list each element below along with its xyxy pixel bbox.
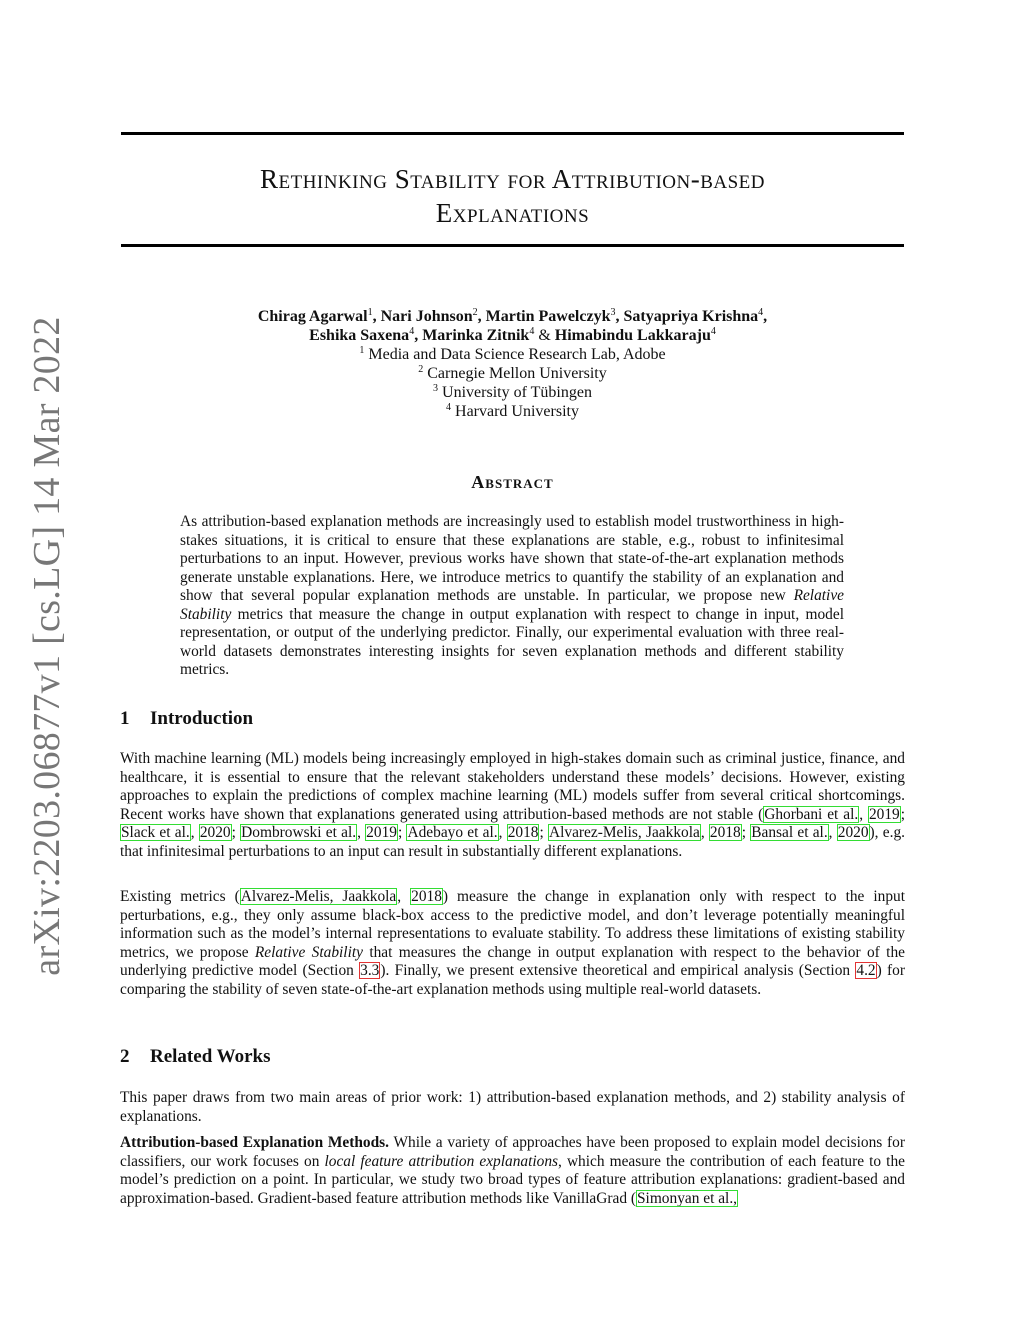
citation-year-link[interactable]: 2019 xyxy=(366,824,397,841)
author-affiliation-mark: 4 xyxy=(409,326,415,337)
citation-year-link[interactable]: 2020 xyxy=(837,824,869,841)
author-separator: , xyxy=(763,308,768,325)
citation-year-link[interactable]: 2020 xyxy=(199,824,231,841)
author-affiliation-mark: 3 xyxy=(610,307,616,318)
citation-link[interactable]: Alvarez-Melis, Jaakkola xyxy=(240,888,397,905)
affiliation-line xyxy=(121,364,904,383)
author-affiliation-mark: 4 xyxy=(710,326,716,337)
author-affiliation-mark: 2 xyxy=(472,307,478,318)
affiliation-mark: 4 xyxy=(446,402,452,413)
affiliation-line xyxy=(121,402,904,421)
author-name: , Nari Johnson xyxy=(372,308,473,325)
author-name: Chirag Agarwal xyxy=(257,308,368,325)
section-number: 2 xyxy=(120,1046,130,1067)
paragraph-text: that measures the change in output explanation with respect to the behavior of the underlying predictive model (Section xyxy=(120,943,905,979)
paragraph-text: With machine learning (ML) models being increasingly employed in high-stakes domain such as criminal justice, finance, and healthcare, it is essential to ensure that the relevant stakeholders understand these models’ decisions. However, existing approaches to explain the predictions of complex machine learning (ML) models suffer from several critical shortcomings. Recent works have shown that explanations generated using attribution-based methods are not stable ( xyxy=(120,750,905,823)
abstract-body xyxy=(180,513,844,680)
paragraph-text: While a variety of approaches have been proposed to explain model decisions for classifiers, our work focuses on xyxy=(120,1134,905,1170)
citation-link[interactable]: Dombrowski et al. xyxy=(241,824,357,841)
author-list-line-2 xyxy=(121,326,904,345)
affiliation-name: Carnegie Mellon University xyxy=(423,365,607,382)
citation-link[interactable]: Alvarez-Melis, Jaakkola xyxy=(549,824,700,841)
paper-title-line-2: Explanations xyxy=(435,198,590,228)
author-name: Eshika Saxena xyxy=(309,327,410,344)
related-works-paragraph-1 xyxy=(120,1089,905,1126)
section-reference-link[interactable]: 3.3 xyxy=(360,962,380,979)
author-affiliation-mark: 1 xyxy=(367,307,373,318)
citation-link[interactable]: Adebayo et al. xyxy=(407,824,498,841)
author-ampersand: & xyxy=(534,327,555,344)
author-affiliation-mark: 4 xyxy=(529,326,535,337)
citation-year-link[interactable]: 2018 xyxy=(507,824,539,841)
arxiv-identifier-stamp: arXiv:2203.06877v1 [cs.LG] 14 Mar 2022 xyxy=(26,316,68,976)
citation-link[interactable]: Bansal et al. xyxy=(751,824,828,841)
affiliation-mark: 2 xyxy=(418,364,424,375)
paragraph-text: Existing metrics ( xyxy=(120,888,240,905)
section-reference-link[interactable]: 4.2 xyxy=(856,962,876,979)
paragraph-text: ), e.g. that infinitesimal perturbations to an input can result in substantially different explanations. xyxy=(120,824,905,860)
paragraph-text: This paper draws from two main areas of prior work: 1) attribution-based explanation methods, and 2) stability analysis of explanations. xyxy=(120,1089,905,1125)
abstract-text: As attribution-based explanation methods are increasingly used to establish model trustworthiness in high-stakes situations, it is critical to ensure that these explanations are stable, e.g., robust to infinitesimal perturbations to an input. However, previous works have shown that state-of-the-art explanation methods generate unstable explanations. Here, we introduce metrics to quantify the stability of an explanation and show that several popular explanation methods are unstable. In particular, we propose new xyxy=(180,513,844,604)
citation-year-link[interactable]: 2018 xyxy=(411,888,442,905)
title-bottom-rule xyxy=(121,244,904,247)
citation-link[interactable]: Ghorbani et al. xyxy=(764,805,859,823)
affiliation-name: University of Tübingen xyxy=(438,384,592,401)
author-name: , Marinka Zitnik xyxy=(414,327,530,344)
related-works-paragraph-2 xyxy=(120,1134,905,1208)
author-list-line-1 xyxy=(121,307,904,326)
paragraph-text: , which measure the contribution of each feature to the model’s prediction on a point. In particular, we study two broad types of feature attribution explanations: gradient-based and approximation-based. Gradient-based feature attribution methods like VanillaGrad ( xyxy=(120,1152,905,1207)
section-title: Introduction xyxy=(150,708,254,729)
paragraph-run-in-heading: Attribution-based Explanation Methods. xyxy=(120,1134,390,1151)
paragraph-emphasis: Relative Stability xyxy=(254,943,363,961)
section-heading-introduction xyxy=(120,708,253,730)
affiliation-line xyxy=(121,345,904,364)
citation-year-link[interactable]: 2019 xyxy=(868,805,900,823)
citation-link[interactable]: Slack et al. xyxy=(121,824,190,841)
affiliation-name: Harvard University xyxy=(451,403,579,420)
author-name: Himabindu Lakkaraju xyxy=(554,327,711,344)
abstract-heading: Abstract xyxy=(471,472,554,492)
paragraph-text: ). Finally, we present extensive theoretical and empirical analysis (Section xyxy=(380,962,856,979)
author-name: , Martin Pawelczyk xyxy=(477,308,611,325)
author-name: , Satyapriya Krishna xyxy=(615,308,759,325)
paragraph-text: ) measure the change in explanation only with respect to the input perturbations, e.g., they only assume black-box access to the predictive model, and don’t leverage potentially meaningful information such as the model’s internal representations to evaluate stability. To address these limitations of existing stability metrics, we propose xyxy=(120,888,905,961)
section-number: 1 xyxy=(120,708,130,729)
citation-year-link[interactable]: 2018 xyxy=(709,824,741,841)
affiliation-name: Media and Data Science Research Lab, Adobe xyxy=(364,346,666,363)
paragraph-emphasis: local feature attribution explanations xyxy=(324,1152,559,1170)
title-top-rule xyxy=(121,132,904,135)
affiliation-mark: 3 xyxy=(433,383,439,394)
paper-title-line-1: Rethinking Stability for Attribution-based xyxy=(259,164,766,194)
section-heading-related-works xyxy=(120,1046,271,1068)
paragraph-text: ) for comparing the stability of seven state-of-the-art explanation methods using multiple real-world datasets. xyxy=(120,962,906,998)
citation-link[interactable]: Simonyan et al., xyxy=(637,1189,738,1207)
abstract-emphasis: Relative Stability xyxy=(180,587,844,623)
intro-paragraph-2: Existing metrics (Alvarez-Melis, Jaakkola, 2018) measure the change in explanation only with respect to the input perturbations, e.g., they only assume black-box access to the predictive model, and don’t leverage potentially meaningful information such as the model’s internal representations to evaluate stability. To address these limitations of existing stability metrics, we propose Relative Stability that measures the change in output explanation with respect to the behavior of the underlying predictive model (Section 3.3). Finally, we present extensive theoretical and empirical analysis (Section 4.2) for comparing the stability of seven state-of-the-art explanation methods using multiple real-world datasets. xyxy=(120,888,906,998)
section-title: Related Works xyxy=(150,1046,271,1067)
abstract-text: metrics that measure the change in output explanation with respect to change in input, model representation, or output of the underlying predictor. Finally, our experimental evaluation with three real-world datasets demonstrates interesting insights for seven explanation methods and different stability metrics. xyxy=(180,605,844,678)
intro-paragraph-1: With machine learning (ML) models being increasingly employed in high-stakes domain such as criminal justice, finance, and healthcare, it is essential to ensure that the relevant stakeholders understand these models’ decisions. However, existing approaches to explain the predictions of complex machine learning (ML) models suffer from several critical shortcomings. Recent works have shown that explanations generated using attribution-based methods are not stable (Ghorbani et al., 2019; Slack et al., 2020; Dombrowski et al., 2019; Adebayo et al., 2018; Alvarez-Melis, Jaakkola, 2018; Bansal et al., 2020), e.g. that infinitesimal perturbations to an input can result in substantially different explanations. xyxy=(120,750,905,860)
affiliation-line xyxy=(121,383,904,402)
affiliation-mark: 1 xyxy=(359,345,365,356)
author-affiliation-mark: 4 xyxy=(758,307,764,318)
